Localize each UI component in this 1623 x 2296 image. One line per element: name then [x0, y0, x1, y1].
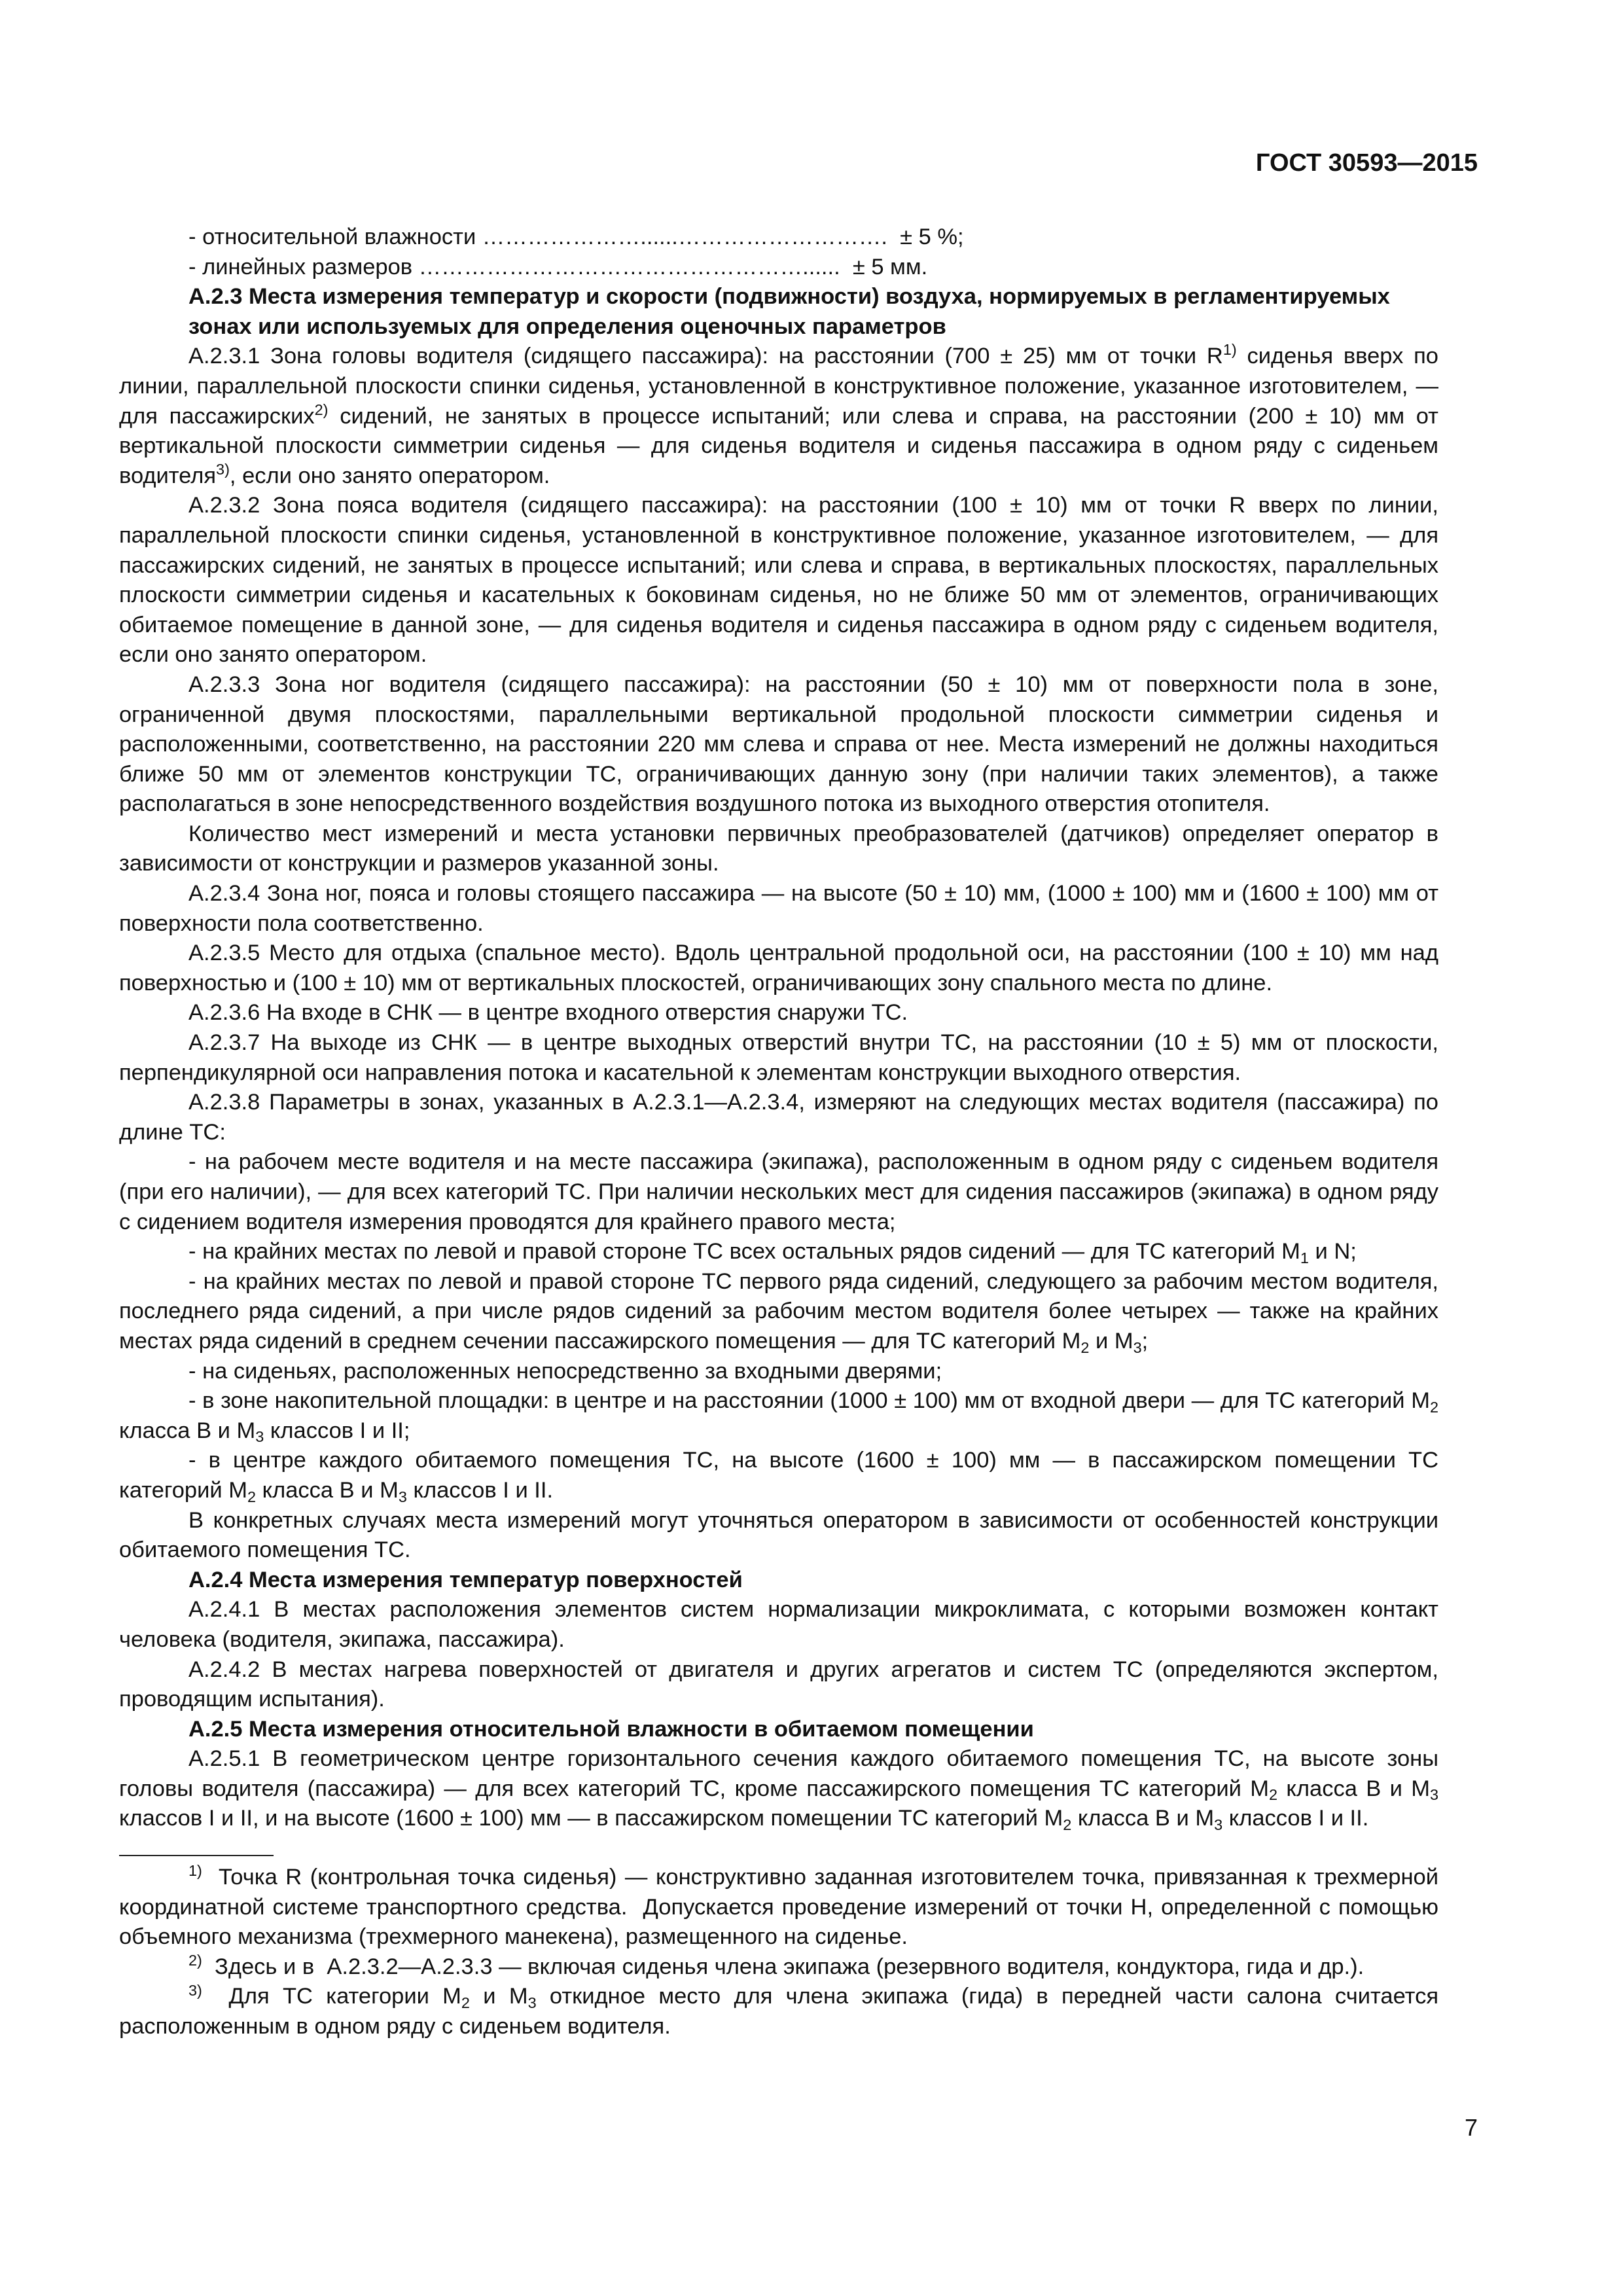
section-a23-title: А.2.3 Места измерения температур и скорости (подвижности) воздуха, нормируемых в регламентируемых зонах или используемых для определения оценочных параметров [188, 284, 1390, 339]
list-text: - в центре каждого обитаемого помещения ТС, на высоте (1600 ± 100) мм — в пассажирском помещении ТС категорий М [119, 1448, 1438, 1503]
para-a234: А.2.3.4 Зона ног, пояса и головы стоящего пассажира — на высоте (50 ± 10) мм, (1000 ± 100) мм и (1600 ± 100) мм от поверхности пола соответственно. [119, 881, 1438, 936]
list-item-driver-seat: - на рабочем месте водителя и на месте пассажира (экипажа), расположенным в одном ряду с сиденьем водителя (при его наличии), — для всех категорий ТС. При наличии нескольких мест для сидения пассажиров (экипажа) в одном ряду с сидением водителя измерения проводятся для крайнего правого места; [119, 1149, 1438, 1234]
subscript: 2 [247, 1488, 256, 1505]
list-text: и М [1089, 1328, 1133, 1354]
footnote-text: Точка R (контрольная точка сиденья) — конструктивно заданная изготовителем точка, привязанная к трехмерной координатной системе транспортного средства. Допускается проведение измерений от точки Н, определенной с помощью объемного механизма (трехмерного манекена), размещенного на сиденье. [119, 1865, 1445, 1950]
subscript: 3 [1133, 1338, 1142, 1356]
list-text: классов I и II; [264, 1418, 410, 1443]
para-text: сидений, не занятых в процессе испытаний; или слева и справа, на расстоянии (200 ± 10) мм от вертикальной плоскости симметрии сиденья — для сиденья водителя и сиденья пассажира в одном ряду с сиденьем водителя [119, 403, 1438, 488]
para-a236: А.2.3.6 На входе в СНК — в центре входного отверстия снаружи ТС. [188, 1000, 908, 1026]
para-a235: А.2.3.5 Место для отдыха (спальное место). Вдоль центральной продольной оси, на расстоянии (100 ± 10) мм над поверхностью и (100 ± 10) мм от вертикальных плоскостей, ограничивающих зону спального места по длине. [119, 941, 1438, 996]
para-a232: А.2.3.2 Зона пояса водителя (сидящего пассажира): на расстоянии (100 ± 10) мм от точки R вверх по линии, параллельной плоскости спинки сиденья, установленной в конструктивное положение, указанное изготовителем, — для пассажирских сидений, не занятых в процессе испытаний; или слева и справа, в вертикальных плоскостях, параллельных плоскости симметрии сиденья и касательных к боковинам сиденья, но не ближе 50 мм от элементов, ограничивающих обитаемое помещение в данной зоне, — для сиденья водителя и сиденья пассажира в одном ряду с сиденьем водителя, если оно занято оператором. [119, 493, 1438, 668]
para-text: классов I и II, и на высоте (1600 ± 100) мм — в пассажирском помещении ТС категорий М [119, 1806, 1063, 1831]
tolerance-label: - относительной влажности [188, 224, 476, 249]
section-a24-title: А.2.4 Места измерения температур поверхностей [188, 1567, 743, 1592]
subscript: 3 [527, 1994, 537, 2011]
tolerance-dimensions [119, 253, 1438, 283]
footnote-text: и М [469, 1984, 528, 2009]
list-item-standing-area [119, 1386, 1438, 1446]
footnote-text: Для ТС категории М [202, 1984, 461, 2009]
footnote-mark: 1) [188, 1862, 202, 1880]
footnote-mark: 2) [188, 1951, 202, 1969]
para-text: классов I и II. [1222, 1806, 1369, 1831]
section-a25-title: А.2.5 Места измерения относительной влажности в обитаемом помещении [188, 1716, 1034, 1742]
subscript: 1 [1300, 1249, 1309, 1266]
para-text: сиденья вверх по линии, параллельной плоскости спинки сиденья, установленной в конструктивное положение, указанное изготовителем, — для пассажирских [119, 344, 1438, 429]
para-text: А.2.3.1 Зона головы водителя (сидящего пассажира): на расстоянии (700 ± 25) мм от точки R [188, 344, 1223, 369]
para-a242: А.2.4.2 В местах нагрева поверхностей от двигателя и других агрегатов и систем ТС (определяются экспертом, проводящим испытания). [119, 1657, 1438, 1712]
list-text: класса В и М [256, 1477, 399, 1503]
list-item-first-last-rows [119, 1267, 1438, 1357]
subscript: 3 [1214, 1816, 1223, 1834]
list-text: классов I и II. [406, 1477, 554, 1503]
para-a231 [119, 342, 1438, 491]
document-id: ГОСТ 30593—2015 [1255, 149, 1478, 177]
page-content [119, 223, 1445, 2042]
list-text: ; [1141, 1328, 1149, 1354]
para-a238: А.2.3.8 Параметры в зонах, указанных в А.2.3.1—А.2.3.4, измеряют на следующих местах водителя (пассажира) по длине ТС: [119, 1090, 1438, 1145]
subscript: 3 [255, 1428, 264, 1446]
list-text: - в зоне накопительной площадки: в центре и на расстоянии (1000 ± 100) мм от входной двери — для ТС категорий М [188, 1388, 1430, 1414]
footnote-2 [119, 1952, 1438, 1982]
page-number: 7 [1464, 2114, 1478, 2141]
para-text: А.2.5.1 В геометрическом центре горизонтального сечения каждого обитаемого помещения ТС, на высоте зоны головы водителя (пассажира) — для всех категорий ТС, кроме пассажирского помещения ТС категорий М [119, 1746, 1438, 1801]
subscript: 2 [461, 1994, 470, 2011]
para-text: класса В и М [1277, 1776, 1430, 1801]
footnote-text: Здесь и в А.2.3.2—А.2.3.3 — включая сиденья члена экипажа (резервного водителя, кондуктора, гида и др.). [202, 1954, 1364, 1979]
list-item-door-seats: - на сиденьях, расположенных непосредственно за входными дверями; [188, 1358, 942, 1384]
tolerance-dots: ……………………………………………...... [412, 254, 840, 279]
list-item-compartment-center [119, 1446, 1438, 1505]
footnote-mark: 3) [188, 1981, 202, 1999]
footnote-divider [119, 1855, 274, 1856]
footnote-ref: 1) [1222, 341, 1237, 359]
para-a237: А.2.3.7 На выходе из СНК — в центре выходных отверстий внутри ТС, на расстоянии (10 ± 5) мм от плоскости, перпендикулярной оси направления потока и касательной к элементам конструкции выходного отверстия. [119, 1030, 1438, 1085]
tolerance-label: - линейных размеров [188, 254, 413, 279]
list-item-outer-seats [119, 1237, 1438, 1267]
footnote-1 [119, 1862, 1445, 1952]
subscript: 2 [1429, 1398, 1438, 1416]
para-a233: А.2.3.3 Зона ног водителя (сидящего пассажира): на расстоянии (50 ± 10) мм от поверхности пола в зоне, ограниченной двумя плоскостями, параллельными вертикальной продольной плоскости симметрии сиденья и расположенными, соответственно, на расстоянии 220 мм слева и справа от нее. Места измерений не должны находиться ближе 50 мм от элементов конструкции ТС, ограничивающих данную зону (при наличии таких элементов), а также располагаться в зоне непосредственного воздействия воздушного потока из выходного отверстия отопителя. [119, 672, 1438, 817]
tolerance-value: ± 5 мм. [840, 254, 928, 279]
footnote-3 [119, 1982, 1438, 2041]
tolerance-value: ± 5 %; [887, 224, 964, 249]
tolerance-humidity [119, 223, 1438, 253]
subscript: 2 [1269, 1786, 1278, 1804]
list-text: класса В и М [119, 1418, 256, 1443]
list-text: и N; [1308, 1239, 1357, 1265]
list-text: - на крайних местах по левой и правой стороне ТС всех остальных рядов сидений — для ТС категорий М [188, 1239, 1300, 1265]
para-a241: А.2.4.1 В местах расположения элементов систем нормализации микроклимата, с которыми возможен контакт человека (водителя, экипажа, пассажира). [119, 1597, 1438, 1652]
tolerance-dots: …………………......………………………. [476, 224, 887, 249]
subscript: 2 [1063, 1816, 1072, 1834]
footnote-ref: 3) [216, 460, 230, 478]
para-a251 [119, 1744, 1438, 1834]
footnote-ref: 2) [314, 401, 329, 418]
para-a238-note: В конкретных случаях места измерений могут уточняться оператором в зависимости от особенностей конструкции обитаемого помещения ТС. [119, 1507, 1438, 1563]
subscript: 3 [1429, 1786, 1438, 1804]
para-text: класса В и М [1071, 1806, 1215, 1831]
para-a233-quantity: Количество мест измерений и места установки первичных преобразователей (датчиков) определяет оператор в зависимости от конструкции и размеров указанной зоны. [119, 821, 1438, 876]
subscript: 2 [1080, 1338, 1090, 1356]
footnote-text: откидное место для члена экипажа (гида) в передней части салона считается расположенным в одном ряду с сиденьем водителя. [119, 1984, 1438, 2039]
para-text: , если оно занято оператором. [229, 463, 550, 488]
subscript: 3 [398, 1488, 407, 1505]
list-text: - на крайних местах по левой и правой стороне ТС первого ряда сидений, следующего за рабочим местом водителя, последнего ряда сидений, а при числе рядов сидений за рабочим местом водителя более четырех — также на крайних местах ряда сидений в среднем сечении пассажирского помещения — для ТС категорий М [119, 1268, 1438, 1354]
